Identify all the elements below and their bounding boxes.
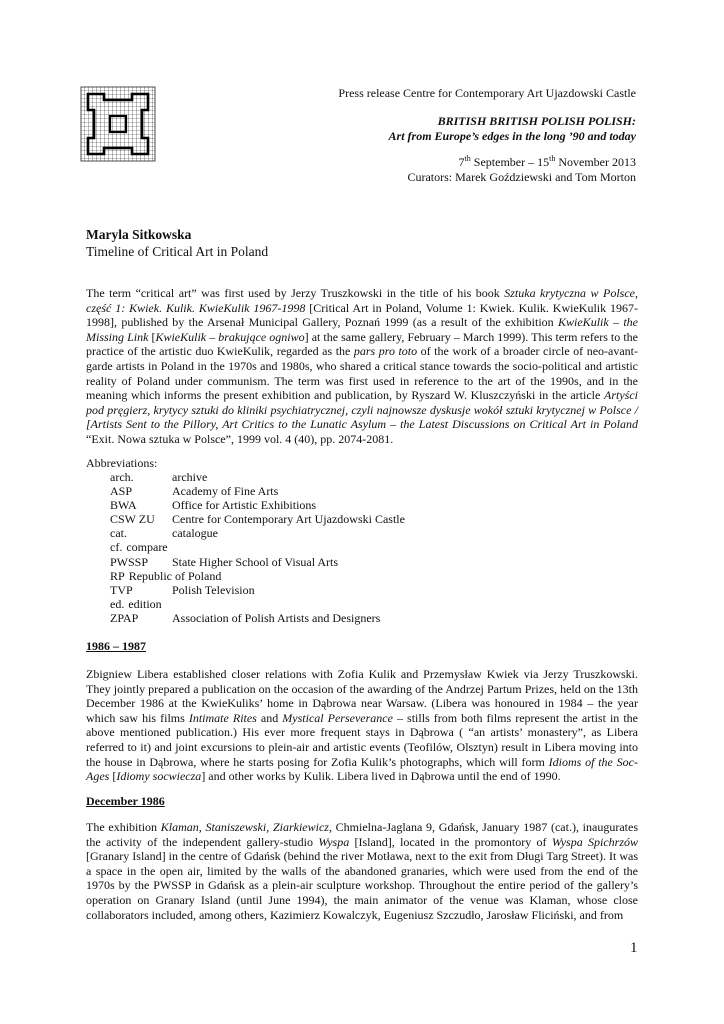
abbreviation-value: Centre for Contemporary Art Ujazdowski Castle — [172, 512, 405, 527]
abbreviation-value: State Higher School of Visual Arts — [172, 554, 339, 569]
abbreviation-row — [110, 597, 405, 611]
section-heading-december-1986: December 1986 — [86, 794, 165, 808]
exhibition-dates: 7th September – 15th November 2013 — [458, 154, 636, 169]
abbreviation-value: Academy of Fine Arts — [172, 484, 279, 499]
exhibition-info — [407, 155, 636, 185]
abbreviation-value: edition — [128, 596, 162, 611]
abbreviation-value: Office for Artistic Exhibitions — [172, 498, 317, 513]
abbreviation-value: Polish Television — [172, 582, 255, 597]
abbreviation-key: ASP — [110, 484, 133, 499]
abbreviation-key: ed. — [110, 596, 125, 611]
abbreviation-row — [110, 498, 405, 512]
intro-paragraph: The term “critical art” was first used by Jerzy Truszkowski in the title of his book Sztuka krytyczna w Polsce, część 1: Kwiek. Kulik. KwieKulik 1967-1998 [Critical Art in Poland, Volume 1: Kwiek. Kulik. KwieKulik 1967-1998], published by the Arsenał Municipal Gallery, Poznań 1999 (as a result of the exhibition KwieKulik – the Missing Link [KwieKulik – brakujące ogniwo] at the same gallery, February – March 1999). This term refers to the practice of the artistic duo KwieKulik, regarded as the pars pro toto of the work of a broader circle of neo-avant-garde artists in Poland in the 1970s and 1980s, who shared a critical stance towards the socio-political and artistic reality of Poland under communism. The term was first used in reference to the art of the 1990s, and in the meaning which informs the present exhibition and publication, by Ryszard W. Kluszczyński in the article Artyści pod pręgierz, krytycy sztuki do kliniki psychiatrycznej, czyli najnowsze dyskusje wokół sztuki krytycznej w Polsce / [Artists Sent to the Pillory, Art Critics to the Lunatic Asylum – the Latest Discussions on Critical Art in Poland “Exit. Nowa sztuka w Polsce”, 1999 vol. 4 (40), pp. 2074-2081. — [86, 286, 639, 446]
abbreviation-key: arch. — [110, 470, 134, 484]
abbreviation-key: TVP — [110, 582, 133, 597]
abbreviation-value: Republic of Poland — [128, 568, 222, 583]
abbreviation-key: RP — [110, 568, 125, 583]
abbreviation-row — [110, 526, 405, 540]
section-1986-paragraph: Zbigniew Libera established closer relations with Zofia Kulik and Przemysław Kwiek via Jerzy Truszkowski. They jointly prepared a publication on the occasion of the awarding of the Andrzej Partum Prizes, held on the 13th December 1986 at the KwieKuliks’ home in Dąbrowa near Warsaw. (Libera was honoured in 1984 – the year which saw his films Intimate Rites and Mystical Perseverance – stills from both films represent the artist in the above mentioned publication.) His ever more frequent stays in Dąbrowa ( “an artists’ monastery”, as Libera referred to it) and joint excursions to plein-air and artistic events (Teofilów, Olsztyn) result in Libera moving into the house in Dąbrowa, where he starts posing for Zofia Kulik’s photographs, which will form Idioms of the Soc-Ages [Idiomy socwiecza] and other works by Kulik. Libera lived in Dąbrowa until the end of 1990. — [86, 667, 638, 784]
abbreviation-row — [110, 484, 405, 498]
author-name: Maryla Sitkowska — [86, 227, 192, 242]
abbreviation-row — [110, 555, 405, 569]
abbreviation-key: ZPAP — [110, 610, 139, 625]
abbreviation-value: Association of Polish Artists and Designers — [172, 610, 381, 625]
exhibition-title: BRITISH BRITISH POLISH POLISH: — [437, 114, 636, 128]
press-release-line: Press release Centre for Contemporary Art Ujazdowski Castle — [338, 86, 636, 100]
abbreviations-heading: Abbreviations: — [86, 456, 158, 470]
document-title-block — [86, 226, 646, 260]
abbreviation-value: archive — [172, 470, 208, 484]
abbreviation-key: CSW ZU — [110, 512, 155, 527]
page-number: 1 — [630, 940, 638, 956]
castle-grid-logo — [80, 86, 156, 162]
exhibition-subtitle: Art from Europe’s edges in the long ’90 and today — [388, 129, 636, 143]
abbreviation-row — [110, 611, 405, 625]
abbreviation-value: compare — [126, 540, 168, 555]
section-heading-1986-1987: 1986 – 1987 — [86, 639, 146, 653]
abbreviation-key: cat. — [110, 526, 127, 541]
curators-line: Curators: Marek Goździewski and Tom Morton — [407, 170, 636, 184]
abbreviation-row — [110, 569, 405, 583]
abbreviation-row — [110, 512, 405, 526]
section-december-1986-paragraph: The exhibition Klaman, Staniszewski, Ziarkiewicz, Chmielna-Jaglana 9, Gdańsk, January 1987 (cat.), inaugurates the activity of the independent gallery-studio Wyspa [Island], located in the promontory of Wyspa Spichrzów [Granary Island] in the centre of Gdańsk (behind the river Motława, next to the exit from Długi Targ Street). It was a space in the open air, limited by the walls of the abandoned granaries, which were used from the end of the 1970s by the PWSSP in Gdańsk as a plein-air sculpture workshop. Throughout the entire period of the gallery’s operation on Granary Island (until June 1994), the main animator of the venue was Klaman, whose close collaborators included, among others, Kazimierz Kowalczyk, Eugeniusz Szczudło, Jarosław Fliciński, and from — [86, 820, 638, 922]
document-title: Timeline of Critical Art in Poland — [86, 244, 269, 259]
abbreviation-row — [110, 583, 405, 597]
exhibition-heading — [389, 114, 636, 144]
abbreviation-row — [110, 470, 405, 484]
abbreviation-key: PWSSP — [110, 554, 149, 569]
abbreviations-list — [110, 470, 405, 625]
abbreviation-key: BWA — [110, 498, 137, 513]
abbreviation-value: catalogue — [172, 526, 218, 541]
abbreviation-key: cf. — [110, 540, 123, 555]
abbreviation-row — [110, 540, 405, 554]
